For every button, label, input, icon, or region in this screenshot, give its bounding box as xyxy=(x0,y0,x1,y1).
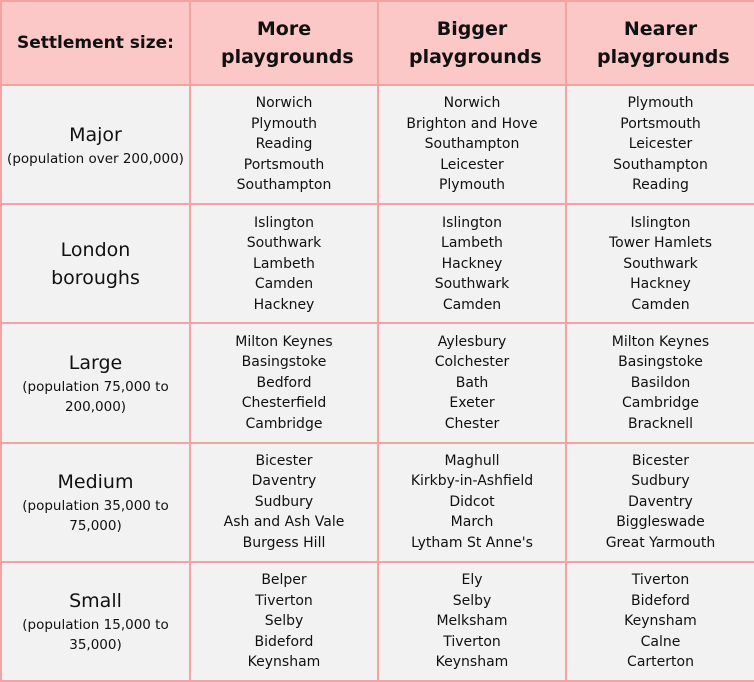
settlement-size-cell xyxy=(1,443,190,562)
table-row xyxy=(1,204,754,323)
place-name: Islington xyxy=(630,214,691,231)
header-more-playgrounds: More playgrounds xyxy=(190,1,378,85)
place-name: Portsmouth xyxy=(243,156,325,173)
place-name: Keynsham xyxy=(624,613,697,630)
place-name: Norwich xyxy=(443,95,501,112)
place-name: Basingstoke xyxy=(241,354,327,371)
population-note: (population 15,000 to 35,000) xyxy=(22,617,169,654)
place-name: Maghull xyxy=(444,452,500,469)
table-row xyxy=(1,562,754,681)
place-name: Daventry xyxy=(251,473,317,490)
place-name: Lambeth xyxy=(441,235,503,252)
place-name: Biggleswade xyxy=(616,514,705,531)
settlement-size-cell xyxy=(1,562,190,681)
settlement-size-label: Medium xyxy=(57,471,134,494)
place-name: March xyxy=(450,514,494,531)
place-name: Bideford xyxy=(254,633,314,650)
place-name: Ely xyxy=(461,572,483,589)
place-name: Bedford xyxy=(256,374,312,391)
place-name: Islington xyxy=(442,214,502,231)
place-name: Cambridge xyxy=(245,415,323,432)
place-name: Plymouth xyxy=(250,115,318,132)
place-name: Sudbury xyxy=(631,473,690,490)
place-list-cell xyxy=(378,323,566,442)
place-name: Bath xyxy=(455,374,489,391)
place-name: Milton Keynes xyxy=(235,333,333,350)
place-name: Basildon xyxy=(630,374,691,391)
population-note: (population over 200,000) xyxy=(7,150,184,167)
header-settlement-size: Settlement size: xyxy=(1,1,190,85)
place-name: Chesterfield xyxy=(241,395,327,412)
place-name: Tiverton xyxy=(255,592,313,609)
place-name: Portsmouth xyxy=(620,115,701,132)
place-name: Melksham xyxy=(436,613,508,630)
place-name: Sudbury xyxy=(254,493,314,510)
place-name: Lambeth xyxy=(253,255,315,272)
header-bigger-playgrounds: Bigger playgrounds xyxy=(378,1,566,85)
place-name: Southwark xyxy=(246,235,322,252)
place-name: Milton Keynes xyxy=(611,333,710,350)
place-name: Brighton and Hove xyxy=(406,115,538,132)
place-name: Ash and Ash Vale xyxy=(223,514,345,531)
place-name: Keynsham xyxy=(247,654,321,671)
table-row xyxy=(1,323,754,442)
place-name: Southwark xyxy=(623,255,698,272)
place-name: Didcot xyxy=(449,493,495,510)
place-name: Daventry xyxy=(628,493,693,510)
place-list-cell xyxy=(190,85,378,204)
place-list-cell xyxy=(190,562,378,681)
place-name: Keynsham xyxy=(435,654,509,671)
place-name: Southampton xyxy=(236,177,332,194)
header-nearer-playgrounds: Nearer playgrounds xyxy=(566,1,754,85)
place-name: Reading xyxy=(255,136,313,153)
place-name: Camden xyxy=(631,296,690,313)
place-list-cell xyxy=(566,443,754,562)
settlement-size-cell xyxy=(1,204,190,323)
place-name: Bicester xyxy=(632,452,689,469)
place-name: Plymouth xyxy=(438,177,506,194)
place-name: Cambridge xyxy=(622,395,699,412)
place-name: Tiverton xyxy=(631,572,690,589)
place-name: Calne xyxy=(640,633,681,650)
place-name: Southampton xyxy=(613,156,708,173)
population-note: (population 75,000 to 200,000) xyxy=(22,378,169,415)
place-name: Bracknell xyxy=(627,415,693,432)
place-name: Islington xyxy=(254,214,314,231)
place-list-cell xyxy=(190,443,378,562)
place-list-cell xyxy=(566,562,754,681)
place-list-cell xyxy=(566,204,754,323)
settlement-size-cell xyxy=(1,85,190,204)
place-name: Carterton xyxy=(627,654,694,671)
place-name: Selby xyxy=(264,613,304,630)
place-name: Lytham St Anne's xyxy=(411,534,533,551)
place-list-cell xyxy=(378,204,566,323)
place-name: Hackney xyxy=(253,296,315,313)
place-list-cell xyxy=(566,323,754,442)
place-name: Colchester xyxy=(434,354,510,371)
settlement-size-label: London boroughs xyxy=(51,238,140,289)
place-name: Basingstoke xyxy=(618,354,703,371)
place-name: Belper xyxy=(261,572,307,589)
place-name: Chester xyxy=(444,415,500,432)
place-name: Camden xyxy=(442,296,502,313)
settlement-size-cell xyxy=(1,323,190,442)
place-name: Tower Hamlets xyxy=(608,235,713,252)
settlement-size-label: Major xyxy=(69,123,122,146)
place-name: Exeter xyxy=(449,395,495,412)
place-name: Great Yarmouth xyxy=(605,534,716,551)
place-list-cell xyxy=(190,323,378,442)
population-note: (population 35,000 to 75,000) xyxy=(22,498,169,535)
table-row xyxy=(1,85,754,204)
place-name: Leicester xyxy=(628,136,693,153)
place-list-cell xyxy=(378,85,566,204)
table-row xyxy=(1,443,754,562)
place-name: Hackney xyxy=(441,255,503,272)
place-name: Tiverton xyxy=(443,633,501,650)
place-name: Reading xyxy=(632,177,689,194)
place-name: Burgess Hill xyxy=(242,534,326,551)
place-name: Bideford xyxy=(631,592,690,609)
place-name: Plymouth xyxy=(627,95,694,112)
place-name: Camden xyxy=(254,276,314,293)
place-name: Southampton xyxy=(424,136,520,153)
place-name: Leicester xyxy=(440,156,504,173)
settlement-size-label: Large xyxy=(68,351,123,374)
place-name: Bicester xyxy=(255,452,313,469)
header-row xyxy=(1,1,754,85)
table-body xyxy=(1,85,754,681)
place-list-cell xyxy=(378,562,566,681)
settlement-size-label: Small xyxy=(69,590,122,613)
place-name: Hackney xyxy=(630,276,691,293)
place-list-cell xyxy=(566,85,754,204)
place-name: Kirkby-in-Ashfield xyxy=(410,473,534,490)
place-name: Southwark xyxy=(434,276,510,293)
place-name: Selby xyxy=(452,592,492,609)
place-name: Norwich xyxy=(255,95,313,112)
place-list-cell xyxy=(190,204,378,323)
place-name: Aylesbury xyxy=(437,333,507,350)
place-list-cell xyxy=(378,443,566,562)
